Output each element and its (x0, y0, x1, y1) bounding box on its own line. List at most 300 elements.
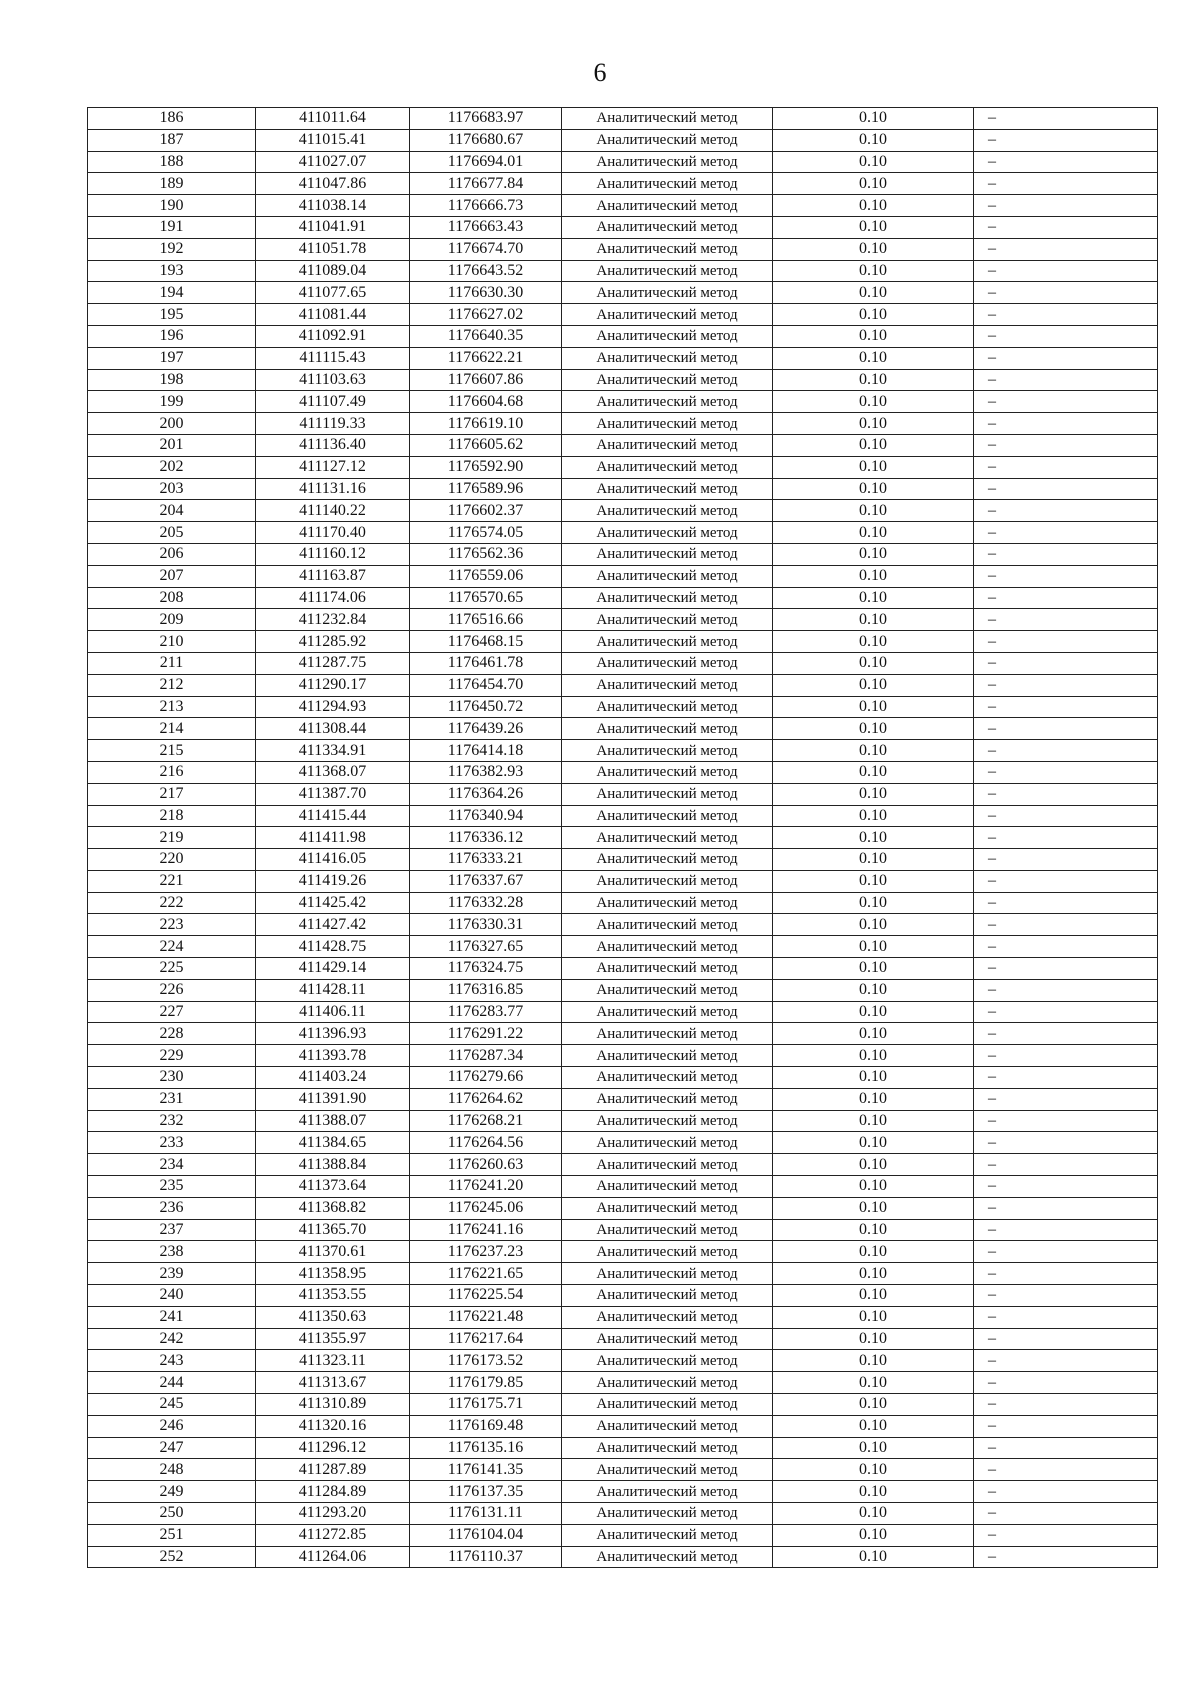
accuracy-cell: 0.10 (773, 347, 974, 369)
note-cell: – (974, 783, 1158, 805)
y-coordinate-cell: 1176279.66 (410, 1067, 562, 1089)
x-coordinate-cell: 411011.64 (256, 108, 410, 130)
point-number-cell: 203 (88, 478, 256, 500)
note-cell: – (974, 1067, 1158, 1089)
point-number-cell: 219 (88, 827, 256, 849)
note-cell: – (974, 1481, 1158, 1503)
note-cell: – (974, 238, 1158, 260)
table-row (88, 565, 1158, 587)
y-coordinate-cell: 1176336.12 (410, 827, 562, 849)
x-coordinate-cell: 411411.98 (256, 827, 410, 849)
x-coordinate-cell: 411027.07 (256, 151, 410, 173)
note-cell: – (974, 1524, 1158, 1546)
x-coordinate-cell: 411136.40 (256, 434, 410, 456)
method-cell: Аналитический метод (562, 674, 773, 696)
note-cell: – (974, 849, 1158, 871)
table-row (88, 369, 1158, 391)
x-coordinate-cell: 411416.05 (256, 849, 410, 871)
x-coordinate-cell: 411415.44 (256, 805, 410, 827)
y-coordinate-cell: 1176221.48 (410, 1306, 562, 1328)
method-cell: Аналитический метод (562, 1023, 773, 1045)
point-number-cell: 214 (88, 718, 256, 740)
method-cell: Аналитический метод (562, 936, 773, 958)
point-number-cell: 213 (88, 696, 256, 718)
coordinates-table (87, 107, 1158, 1568)
method-cell: Аналитический метод (562, 304, 773, 326)
x-coordinate-cell: 411365.70 (256, 1219, 410, 1241)
table-row (88, 1154, 1158, 1176)
table-row (88, 151, 1158, 173)
accuracy-cell: 0.10 (773, 1045, 974, 1067)
x-coordinate-cell: 411350.63 (256, 1306, 410, 1328)
point-number-cell: 192 (88, 238, 256, 260)
method-cell: Аналитический метод (562, 500, 773, 522)
note-cell: – (974, 173, 1158, 195)
point-number-cell: 224 (88, 936, 256, 958)
x-coordinate-cell: 411388.07 (256, 1110, 410, 1132)
table-row (88, 1372, 1158, 1394)
x-coordinate-cell: 411373.64 (256, 1176, 410, 1198)
point-number-cell: 222 (88, 892, 256, 914)
method-cell: Аналитический метод (562, 1219, 773, 1241)
note-cell: – (974, 609, 1158, 631)
method-cell: Аналитический метод (562, 1415, 773, 1437)
accuracy-cell: 0.10 (773, 674, 974, 696)
y-coordinate-cell: 1176245.06 (410, 1197, 562, 1219)
note-cell: – (974, 958, 1158, 980)
x-coordinate-cell: 411323.11 (256, 1350, 410, 1372)
point-number-cell: 197 (88, 347, 256, 369)
note-cell: – (974, 565, 1158, 587)
accuracy-cell: 0.10 (773, 238, 974, 260)
x-coordinate-cell: 411419.26 (256, 870, 410, 892)
x-coordinate-cell: 411427.42 (256, 914, 410, 936)
table-row (88, 216, 1158, 238)
y-coordinate-cell: 1176179.85 (410, 1372, 562, 1394)
accuracy-cell: 0.10 (773, 827, 974, 849)
point-number-cell: 216 (88, 761, 256, 783)
point-number-cell: 238 (88, 1241, 256, 1263)
accuracy-cell: 0.10 (773, 1524, 974, 1546)
note-cell: – (974, 369, 1158, 391)
point-number-cell: 195 (88, 304, 256, 326)
method-cell: Аналитический метод (562, 631, 773, 653)
method-cell: Аналитический метод (562, 718, 773, 740)
method-cell: Аналитический метод (562, 870, 773, 892)
point-number-cell: 243 (88, 1350, 256, 1372)
note-cell: – (974, 870, 1158, 892)
note-cell: – (974, 1154, 1158, 1176)
table-row (88, 413, 1158, 435)
x-coordinate-cell: 411038.14 (256, 195, 410, 217)
accuracy-cell: 0.10 (773, 1350, 974, 1372)
table-row (88, 892, 1158, 914)
accuracy-cell: 0.10 (773, 1415, 974, 1437)
y-coordinate-cell: 1176330.31 (410, 914, 562, 936)
table-row (88, 1546, 1158, 1568)
method-cell: Аналитический метод (562, 1045, 773, 1067)
x-coordinate-cell: 411287.89 (256, 1459, 410, 1481)
accuracy-cell: 0.10 (773, 195, 974, 217)
x-coordinate-cell: 411264.06 (256, 1546, 410, 1568)
accuracy-cell: 0.10 (773, 1241, 974, 1263)
y-coordinate-cell: 1176135.16 (410, 1437, 562, 1459)
y-coordinate-cell: 1176677.84 (410, 173, 562, 195)
x-coordinate-cell: 411393.78 (256, 1045, 410, 1067)
accuracy-cell: 0.10 (773, 652, 974, 674)
point-number-cell: 239 (88, 1263, 256, 1285)
method-cell: Аналитический метод (562, 1394, 773, 1416)
x-coordinate-cell: 411015.41 (256, 129, 410, 151)
table-row (88, 1394, 1158, 1416)
method-cell: Аналитический метод (562, 1001, 773, 1023)
accuracy-cell: 0.10 (773, 1197, 974, 1219)
note-cell: – (974, 652, 1158, 674)
y-coordinate-cell: 1176264.56 (410, 1132, 562, 1154)
method-cell: Аналитический метод (562, 1110, 773, 1132)
x-coordinate-cell: 411041.91 (256, 216, 410, 238)
table-row (88, 1219, 1158, 1241)
table-row (88, 870, 1158, 892)
method-cell: Аналитический метод (562, 565, 773, 587)
accuracy-cell: 0.10 (773, 1088, 974, 1110)
accuracy-cell: 0.10 (773, 696, 974, 718)
y-coordinate-cell: 1176364.26 (410, 783, 562, 805)
method-cell: Аналитический метод (562, 1241, 773, 1263)
method-cell: Аналитический метод (562, 609, 773, 631)
table-row (88, 805, 1158, 827)
y-coordinate-cell: 1176340.94 (410, 805, 562, 827)
note-cell: – (974, 500, 1158, 522)
method-cell: Аналитический метод (562, 1067, 773, 1089)
table-row (88, 718, 1158, 740)
method-cell: Аналитический метод (562, 1328, 773, 1350)
table-row (88, 740, 1158, 762)
table-row (88, 1067, 1158, 1089)
x-coordinate-cell: 411310.89 (256, 1394, 410, 1416)
method-cell: Аналитический метод (562, 1132, 773, 1154)
y-coordinate-cell: 1176268.21 (410, 1110, 562, 1132)
x-coordinate-cell: 411353.55 (256, 1285, 410, 1307)
accuracy-cell: 0.10 (773, 391, 974, 413)
y-coordinate-cell: 1176175.71 (410, 1394, 562, 1416)
x-coordinate-cell: 411287.75 (256, 652, 410, 674)
y-coordinate-cell: 1176592.90 (410, 456, 562, 478)
method-cell: Аналитический метод (562, 1437, 773, 1459)
table-row (88, 129, 1158, 151)
table-row (88, 936, 1158, 958)
note-cell: – (974, 413, 1158, 435)
note-cell: – (974, 1546, 1158, 1568)
y-coordinate-cell: 1176454.70 (410, 674, 562, 696)
y-coordinate-cell: 1176604.68 (410, 391, 562, 413)
accuracy-cell: 0.10 (773, 805, 974, 827)
y-coordinate-cell: 1176337.67 (410, 870, 562, 892)
table-row (88, 1437, 1158, 1459)
accuracy-cell: 0.10 (773, 1285, 974, 1307)
method-cell: Аналитический метод (562, 543, 773, 565)
note-cell: – (974, 1045, 1158, 1067)
method-cell: Аналитический метод (562, 1372, 773, 1394)
method-cell: Аналитический метод (562, 413, 773, 435)
accuracy-cell: 0.10 (773, 522, 974, 544)
x-coordinate-cell: 411047.86 (256, 173, 410, 195)
accuracy-cell: 0.10 (773, 1394, 974, 1416)
accuracy-cell: 0.10 (773, 478, 974, 500)
accuracy-cell: 0.10 (773, 543, 974, 565)
table-row (88, 761, 1158, 783)
accuracy-cell: 0.10 (773, 914, 974, 936)
accuracy-cell: 0.10 (773, 1132, 974, 1154)
method-cell: Аналитический метод (562, 1263, 773, 1285)
method-cell: Аналитический метод (562, 587, 773, 609)
table-row (88, 1023, 1158, 1045)
point-number-cell: 242 (88, 1328, 256, 1350)
note-cell: – (974, 1306, 1158, 1328)
note-cell: – (974, 260, 1158, 282)
method-cell: Аналитический метод (562, 216, 773, 238)
table-row (88, 108, 1158, 130)
note-cell: – (974, 456, 1158, 478)
point-number-cell: 208 (88, 587, 256, 609)
table-row (88, 173, 1158, 195)
note-cell: – (974, 1023, 1158, 1045)
point-number-cell: 189 (88, 173, 256, 195)
method-cell: Аналитический метод (562, 979, 773, 1001)
y-coordinate-cell: 1176332.28 (410, 892, 562, 914)
method-cell: Аналитический метод (562, 238, 773, 260)
method-cell: Аналитический метод (562, 1459, 773, 1481)
accuracy-cell: 0.10 (773, 456, 974, 478)
point-number-cell: 187 (88, 129, 256, 151)
x-coordinate-cell: 411320.16 (256, 1415, 410, 1437)
y-coordinate-cell: 1176619.10 (410, 413, 562, 435)
x-coordinate-cell: 411425.42 (256, 892, 410, 914)
accuracy-cell: 0.10 (773, 1481, 974, 1503)
accuracy-cell: 0.10 (773, 500, 974, 522)
method-cell: Аналитический метод (562, 391, 773, 413)
x-coordinate-cell: 411285.92 (256, 631, 410, 653)
accuracy-cell: 0.10 (773, 1328, 974, 1350)
note-cell: – (974, 195, 1158, 217)
method-cell: Аналитический метод (562, 1176, 773, 1198)
accuracy-cell: 0.10 (773, 216, 974, 238)
note-cell: – (974, 151, 1158, 173)
note-cell: – (974, 1394, 1158, 1416)
x-coordinate-cell: 411290.17 (256, 674, 410, 696)
y-coordinate-cell: 1176694.01 (410, 151, 562, 173)
table-row (88, 914, 1158, 936)
note-cell: – (974, 108, 1158, 130)
method-cell: Аналитический метод (562, 456, 773, 478)
y-coordinate-cell: 1176241.20 (410, 1176, 562, 1198)
note-cell: – (974, 1437, 1158, 1459)
point-number-cell: 236 (88, 1197, 256, 1219)
accuracy-cell: 0.10 (773, 173, 974, 195)
note-cell: – (974, 587, 1158, 609)
method-cell: Аналитический метод (562, 914, 773, 936)
note-cell: – (974, 1263, 1158, 1285)
method-cell: Аналитический метод (562, 958, 773, 980)
point-number-cell: 196 (88, 325, 256, 347)
table-row (88, 587, 1158, 609)
accuracy-cell: 0.10 (773, 1176, 974, 1198)
x-coordinate-cell: 411284.89 (256, 1481, 410, 1503)
method-cell: Аналитический метод (562, 783, 773, 805)
y-coordinate-cell: 1176683.97 (410, 108, 562, 130)
table-row (88, 696, 1158, 718)
y-coordinate-cell: 1176516.66 (410, 609, 562, 631)
point-number-cell: 232 (88, 1110, 256, 1132)
x-coordinate-cell: 411081.44 (256, 304, 410, 326)
y-coordinate-cell: 1176643.52 (410, 260, 562, 282)
point-number-cell: 218 (88, 805, 256, 827)
table-row (88, 1110, 1158, 1132)
y-coordinate-cell: 1176559.06 (410, 565, 562, 587)
method-cell: Аналитический метод (562, 282, 773, 304)
coordinates-table-body (88, 108, 1158, 1568)
note-cell: – (974, 216, 1158, 238)
table-row (88, 979, 1158, 1001)
y-coordinate-cell: 1176640.35 (410, 325, 562, 347)
point-number-cell: 204 (88, 500, 256, 522)
y-coordinate-cell: 1176414.18 (410, 740, 562, 762)
x-coordinate-cell: 411368.82 (256, 1197, 410, 1219)
y-coordinate-cell: 1176237.23 (410, 1241, 562, 1263)
method-cell: Аналитический метод (562, 805, 773, 827)
method-cell: Аналитический метод (562, 369, 773, 391)
accuracy-cell: 0.10 (773, 892, 974, 914)
note-cell: – (974, 805, 1158, 827)
table-row (88, 500, 1158, 522)
table-row (88, 1350, 1158, 1372)
y-coordinate-cell: 1176131.11 (410, 1503, 562, 1525)
table-row (88, 652, 1158, 674)
table-row (88, 631, 1158, 653)
method-cell: Аналитический метод (562, 1350, 773, 1372)
point-number-cell: 220 (88, 849, 256, 871)
table-row (88, 1306, 1158, 1328)
table-row (88, 1197, 1158, 1219)
method-cell: Аналитический метод (562, 434, 773, 456)
method-cell: Аналитический метод (562, 1306, 773, 1328)
note-cell: – (974, 696, 1158, 718)
method-cell: Аналитический метод (562, 522, 773, 544)
note-cell: – (974, 979, 1158, 1001)
accuracy-cell: 0.10 (773, 369, 974, 391)
x-coordinate-cell: 411092.91 (256, 325, 410, 347)
note-cell: – (974, 129, 1158, 151)
point-number-cell: 201 (88, 434, 256, 456)
point-number-cell: 233 (88, 1132, 256, 1154)
method-cell: Аналитический метод (562, 347, 773, 369)
method-cell: Аналитический метод (562, 1524, 773, 1546)
table-row (88, 1459, 1158, 1481)
x-coordinate-cell: 411428.11 (256, 979, 410, 1001)
point-number-cell: 223 (88, 914, 256, 936)
y-coordinate-cell: 1176141.35 (410, 1459, 562, 1481)
y-coordinate-cell: 1176283.77 (410, 1001, 562, 1023)
accuracy-cell: 0.10 (773, 958, 974, 980)
y-coordinate-cell: 1176439.26 (410, 718, 562, 740)
method-cell: Аналитический метод (562, 1088, 773, 1110)
method-cell: Аналитический метод (562, 761, 773, 783)
note-cell: – (974, 543, 1158, 565)
x-coordinate-cell: 411103.63 (256, 369, 410, 391)
y-coordinate-cell: 1176327.65 (410, 936, 562, 958)
point-number-cell: 207 (88, 565, 256, 587)
x-coordinate-cell: 411358.95 (256, 1263, 410, 1285)
point-number-cell: 217 (88, 783, 256, 805)
point-number-cell: 199 (88, 391, 256, 413)
table-row (88, 1263, 1158, 1285)
table-row (88, 434, 1158, 456)
note-cell: – (974, 1285, 1158, 1307)
point-number-cell: 235 (88, 1176, 256, 1198)
accuracy-cell: 0.10 (773, 1437, 974, 1459)
x-coordinate-cell: 411089.04 (256, 260, 410, 282)
note-cell: – (974, 1415, 1158, 1437)
y-coordinate-cell: 1176607.86 (410, 369, 562, 391)
note-cell: – (974, 522, 1158, 544)
table-row (88, 1415, 1158, 1437)
accuracy-cell: 0.10 (773, 565, 974, 587)
method-cell: Аналитический метод (562, 1285, 773, 1307)
point-number-cell: 244 (88, 1372, 256, 1394)
x-coordinate-cell: 411119.33 (256, 413, 410, 435)
method-cell: Аналитический метод (562, 1481, 773, 1503)
point-number-cell: 221 (88, 870, 256, 892)
x-coordinate-cell: 411388.84 (256, 1154, 410, 1176)
accuracy-cell: 0.10 (773, 1219, 974, 1241)
x-coordinate-cell: 411355.97 (256, 1328, 410, 1350)
y-coordinate-cell: 1176589.96 (410, 478, 562, 500)
table-row (88, 1524, 1158, 1546)
table-row (88, 478, 1158, 500)
table-row (88, 282, 1158, 304)
x-coordinate-cell: 411368.07 (256, 761, 410, 783)
note-cell: – (974, 631, 1158, 653)
table-row (88, 1176, 1158, 1198)
accuracy-cell: 0.10 (773, 1546, 974, 1568)
note-cell: – (974, 892, 1158, 914)
accuracy-cell: 0.10 (773, 434, 974, 456)
y-coordinate-cell: 1176605.62 (410, 434, 562, 456)
point-number-cell: 250 (88, 1503, 256, 1525)
point-number-cell: 241 (88, 1306, 256, 1328)
x-coordinate-cell: 411232.84 (256, 609, 410, 631)
method-cell: Аналитический метод (562, 696, 773, 718)
note-cell: – (974, 1219, 1158, 1241)
accuracy-cell: 0.10 (773, 587, 974, 609)
note-cell: – (974, 304, 1158, 326)
method-cell: Аналитический метод (562, 260, 773, 282)
point-number-cell: 246 (88, 1415, 256, 1437)
point-number-cell: 226 (88, 979, 256, 1001)
point-number-cell: 209 (88, 609, 256, 631)
y-coordinate-cell: 1176264.62 (410, 1088, 562, 1110)
accuracy-cell: 0.10 (773, 325, 974, 347)
method-cell: Аналитический метод (562, 173, 773, 195)
y-coordinate-cell: 1176104.04 (410, 1524, 562, 1546)
y-coordinate-cell: 1176241.16 (410, 1219, 562, 1241)
y-coordinate-cell: 1176324.75 (410, 958, 562, 980)
table-row (88, 674, 1158, 696)
x-coordinate-cell: 411334.91 (256, 740, 410, 762)
point-number-cell: 230 (88, 1067, 256, 1089)
table-row (88, 304, 1158, 326)
x-coordinate-cell: 411403.24 (256, 1067, 410, 1089)
